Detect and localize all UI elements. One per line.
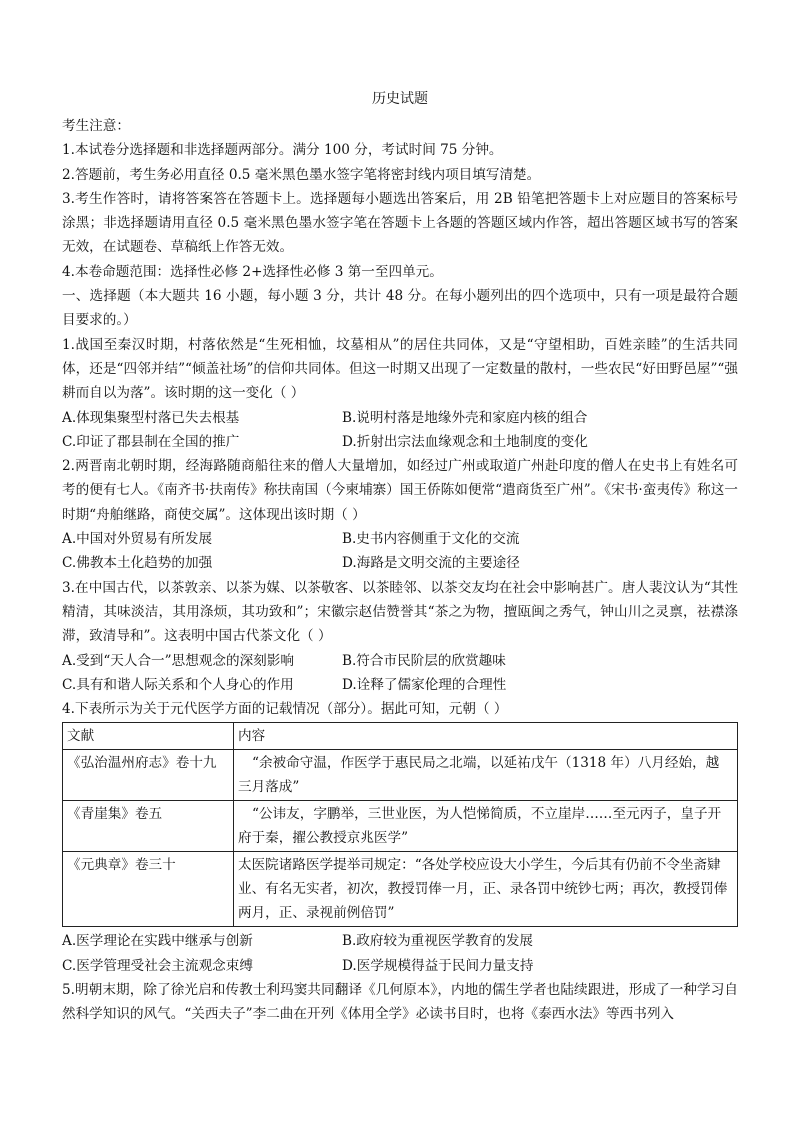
table-cell-content: 太医院诸路医学提举司规定：“各处学校应设大小学生，今后其有仍前不令坐斋肄业、有名无实者，初次，教授罚俸一月，正、录各罚中统钞七两；再次，教授罚俸两月，正、录视前例倍罚” xyxy=(234,852,738,927)
option-a: A.中国对外贸易有所发展 xyxy=(62,531,213,548)
question-1 xyxy=(62,333,738,454)
question-2 xyxy=(62,454,738,575)
option-a: A.医学理论在实践中继承与创新 xyxy=(62,933,253,950)
table-row xyxy=(63,852,738,927)
option-c: C.佛教本土化趋势的加强 xyxy=(62,555,213,572)
option-b: B.说明村落是地缘外壳和家庭内核的组合 xyxy=(342,409,588,426)
option-c: C.医学管理受社会主流观念束缚 xyxy=(62,957,253,974)
notice-item-4: 4.本卷命题范围：选择性必修 2+选择性必修 3 第一至四单元。 xyxy=(62,263,443,280)
table-cell-content: “公讳友，字鹏举，三世业医，为人恺悌简质，不立崖岸……至元丙子，皇子开府于秦，擢公教授京兆医学” xyxy=(234,801,738,852)
question-stem: 5.明朝末期，除了徐光启和传教士利玛窦共同翻译《几何原本》，内地的儒生学者也陆续跟进，形成了一种学习自然科学知识的风气。“关西夫子”李二曲在开列《体用全学》必读书目时，也将《泰西水法》等西书列入 xyxy=(62,982,738,1023)
question-stem: 3.在中国古代，以茶敦亲、以茶为媒、以茶敬客、以茶睦邻、以茶交友均在社会中影响甚广。唐人裴汶认为“其性精清，其味淡洁，其用涤烦，其功致和”；宋徽宗赵佶赞誉其“茶之为物，擅瓯闽之秀气，钟山川之灵禀，祛襟涤滞，致清导和”。这表明中国古代茶文化（ ） xyxy=(62,579,738,645)
table-cell-source: 《青崖集》卷五 xyxy=(63,801,234,852)
table-header-cell: 文献 xyxy=(63,723,234,750)
notice-section xyxy=(62,114,738,284)
table-header-row xyxy=(63,723,738,750)
exam-page xyxy=(62,88,738,1027)
records-table xyxy=(62,722,738,927)
table-row xyxy=(63,801,738,852)
option-d: D.医学规模得益于民间力量支持 xyxy=(342,957,534,974)
option-d: D.海路是文明交流的主要途径 xyxy=(342,555,520,572)
notice-item-1: 1.本试卷分选择题和非选择题两部分。满分 100 分，考试时间 75 分钟。 xyxy=(62,142,503,159)
question-stem: 2.两晋南北朝时期，经海路随商船往来的僧人大量增加，如经过广州或取道广州赴印度的僧人在史书上有姓名可考的便有七人。《南齐书·扶南传》称扶南国（今柬埔寨）国王侨陈如便常“遣商货至广州”。《宋书·蛮夷传》称这一时期“舟舶继路，商使交属”。这体现出该时期（ ） xyxy=(62,458,738,523)
table-cell-source: 《弘治温州府志》卷十九 xyxy=(63,750,234,801)
question-stem: 1.战国至秦汉时期，村落依然是“生死相恤，坟墓相从”的居住共同体，又是“守望相助，百姓亲睦”的生活共同体，还是“四邻并结”“倾盖社场”的信仰共同体。但这一时期又出现了一定数量的散村，一些农民“好田野邑屋”“强耕而自以为落”。该时期的这一变化（ ） xyxy=(62,336,738,402)
table-header-cell: 内容 xyxy=(234,723,738,750)
option-b: B.符合市民阶层的欣赏趣味 xyxy=(342,652,506,669)
question-3 xyxy=(62,576,738,697)
option-a: A.体现集聚型村落已失去根基 xyxy=(62,409,240,426)
question-4 xyxy=(62,697,738,978)
option-b: B.政府较为重视医学教育的发展 xyxy=(342,933,534,950)
notice-item-2: 2.答题前，考生务必用直径 0.5 毫米黑色墨水签字笔将密封线内项目填写清楚。 xyxy=(62,166,541,183)
page-title: 历史试题 xyxy=(372,91,428,107)
option-b: B.史书内容侧重于文化的交流 xyxy=(342,531,520,548)
option-a: A.受到“天人合一”思想观念的深刻影响 xyxy=(62,652,294,669)
option-d: D.诠释了儒家伦理的合理性 xyxy=(342,676,507,693)
notice-heading: 考生注意： xyxy=(62,118,130,134)
table-cell-content: “余被命守温，作医学于惠民局之北端，以延祐戊午（1318 年）八月经始，越三月落成” xyxy=(234,750,738,801)
table-row xyxy=(63,750,738,801)
option-d: D.折射出宗法血缘观念和土地制度的变化 xyxy=(342,433,588,450)
section-heading: 一、选择题（本大题共 16 小题，每小题 3 分，共计 48 分。在每小题列出的四个选项中，只有一项是最符合题目要求的。） xyxy=(62,288,738,329)
question-stem: 4.下表所示为关于元代医学方面的记载情况（部分）。据此可知，元朝（ ） xyxy=(62,701,508,718)
question-5 xyxy=(62,978,738,1027)
notice-item-3: 3.考生作答时，请将答案答在答题卡上。选择题每小题选出答案后，用 2B 铅笔把答题卡上对应题目的答案标号涂黑；非选择题请用直径 0.5 毫米黑色墨水签字笔在答题卡上各题的答题区域内作答，超出答题区域书写的答案无效，在试题卷、草稿纸上作答无效。 xyxy=(62,190,738,256)
table-cell-source: 《元典章》卷三十 xyxy=(63,852,234,927)
option-c: C.具有和谐人际关系和个人身心的作用 xyxy=(62,676,294,693)
option-c: C.印证了郡县制在全国的推广 xyxy=(62,433,240,450)
